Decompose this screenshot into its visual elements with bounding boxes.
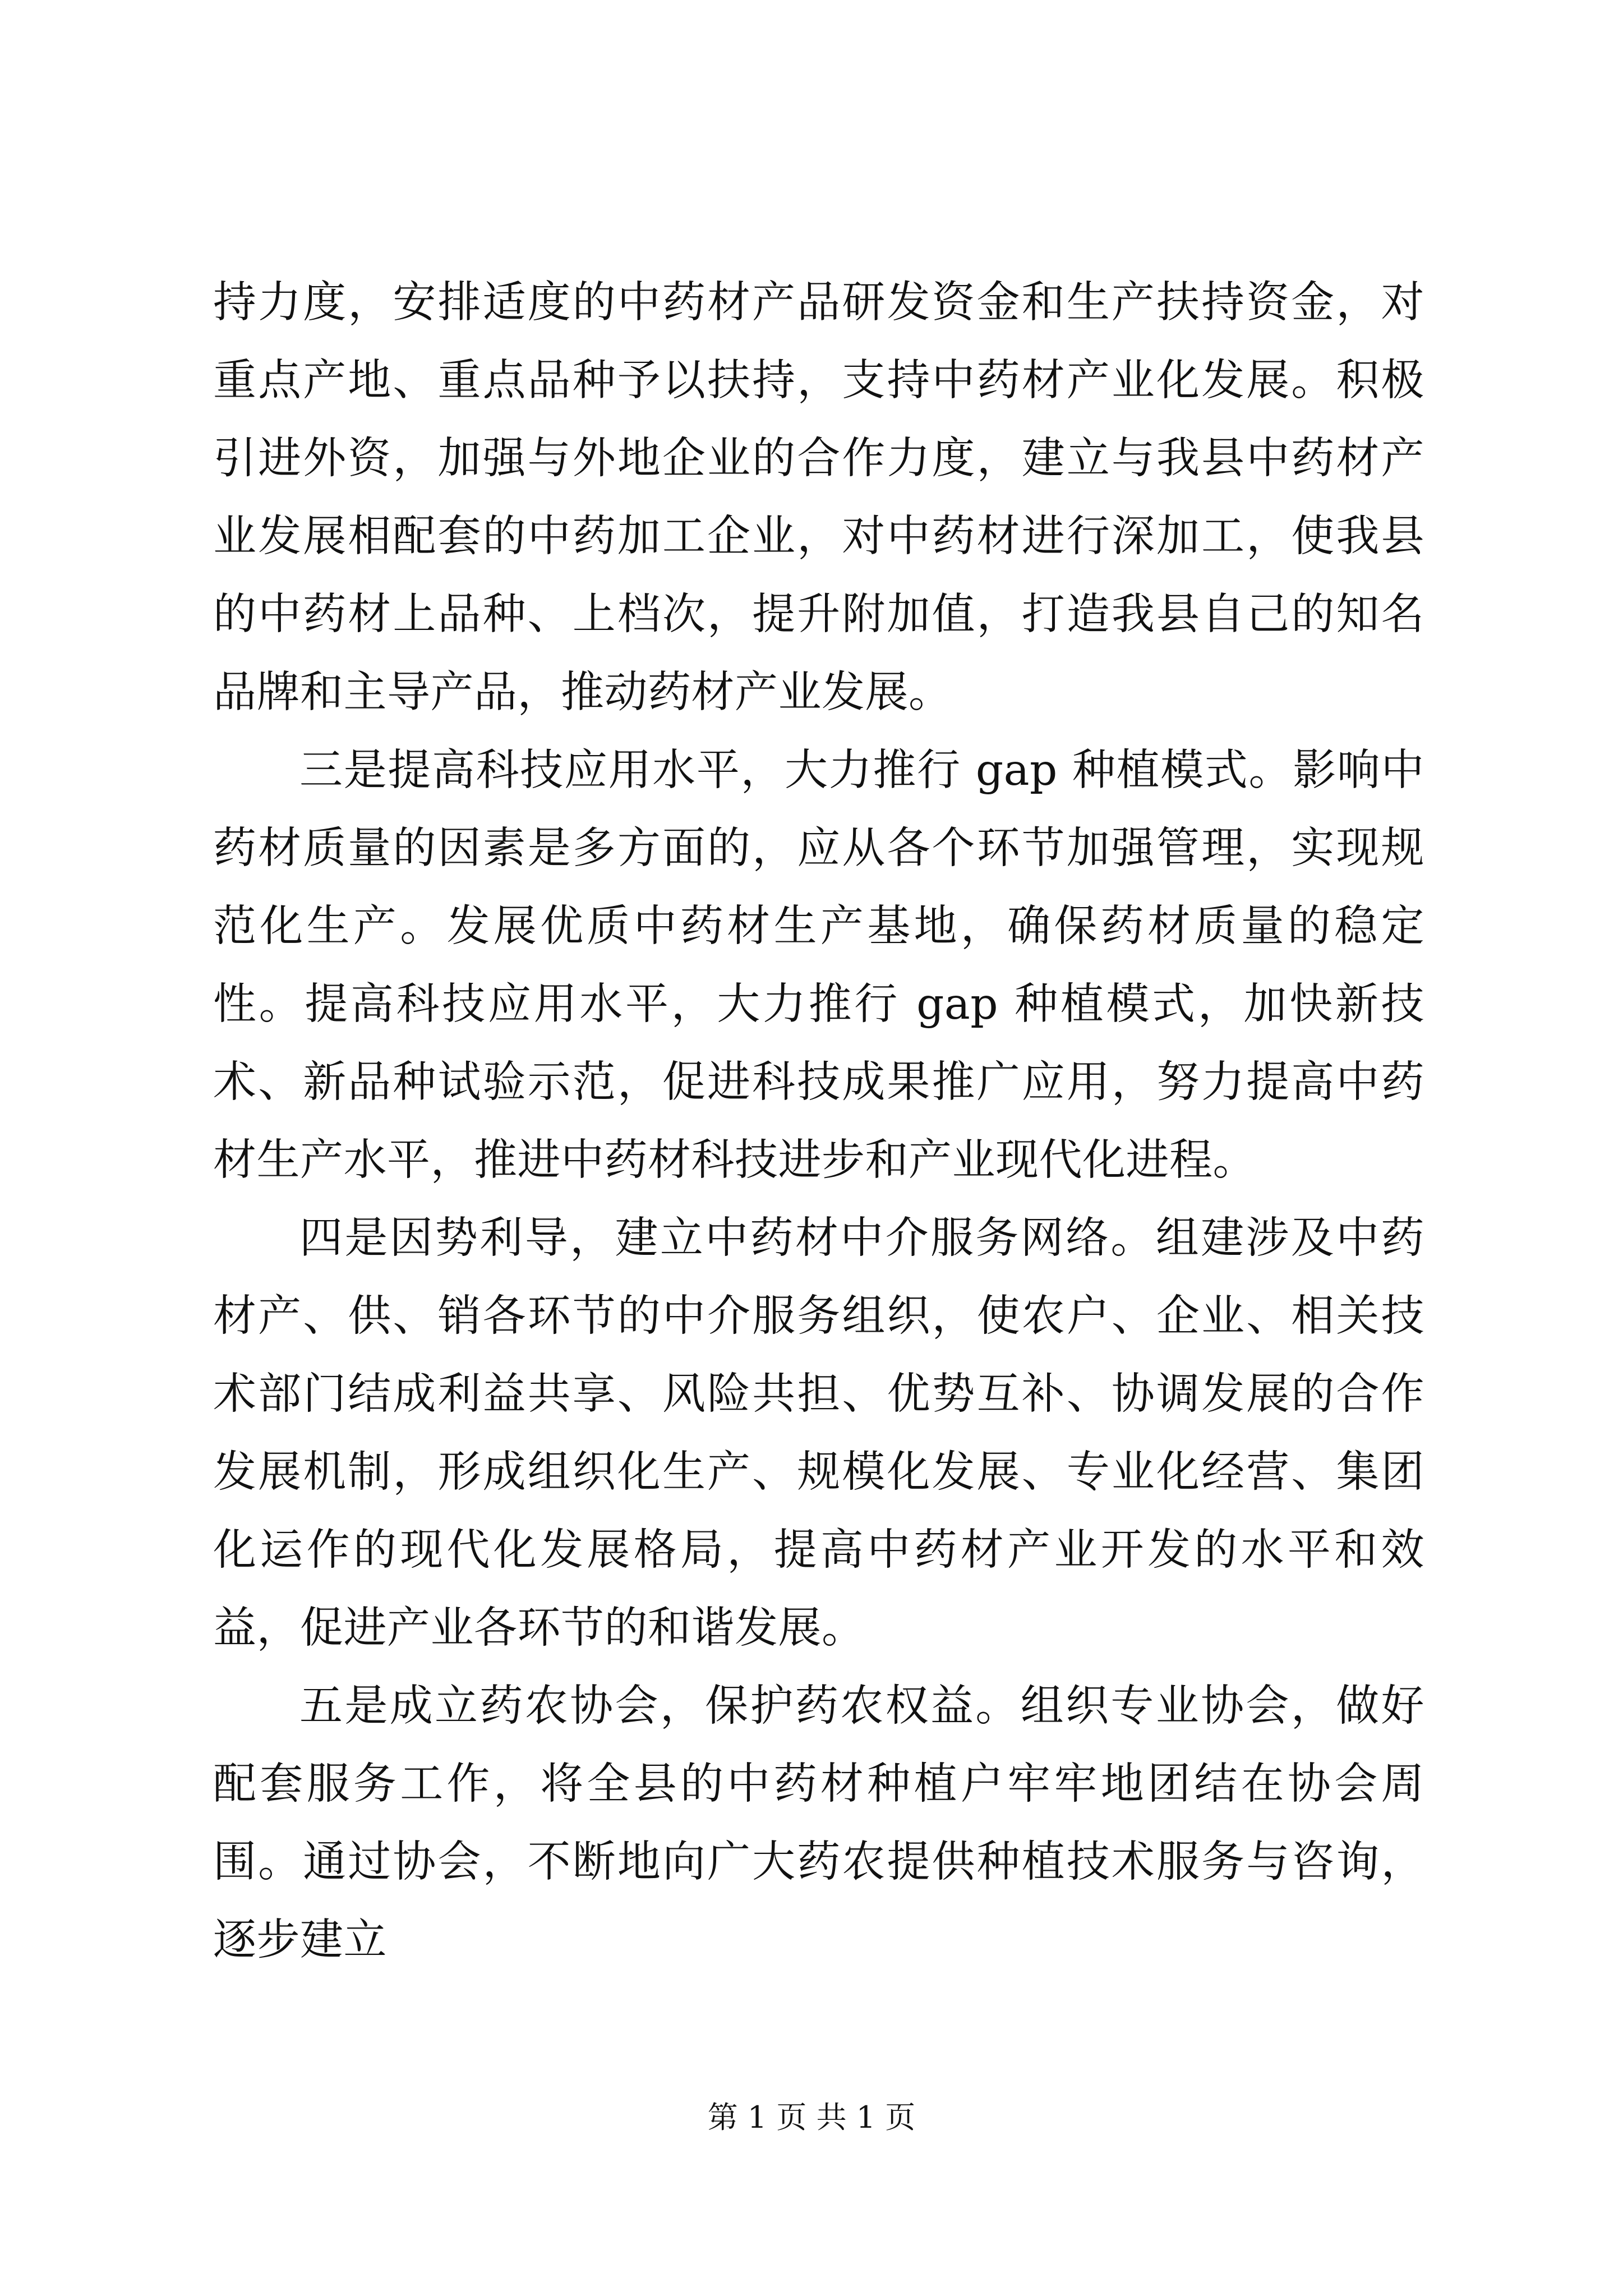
page-footer: 第 1 页 共 1 页 xyxy=(707,2100,916,2135)
paragraph-continuation: 持力度，安排适度的中药材产品研发资金和生产扶持资金，对重点产地、重点品种予以扶持，支持中药材产业化发展。积极引进外资，加强与外地企业的合作力度，建立与我县中药材产业发展相配套的中药加工企业，对中药材进行深加工，使我县的中药材上品种、上档次，提升附加值，打造我县自己的知名品牌和主导产品，推动药材产业发展。 xyxy=(213,278,1424,717)
paragraph-point-four: 四是因势利导，建立中药材中介服务网络。组建涉及中药材产、供、销各环节的中介服务组织，使农户、企业、相关技术部门结成利益共享、风险共担、优势互补、协调发展的合作发展机制，形成组织化生产、规模化发展、专业化经营、集团化运作的现代化发展格局，提高中药材产业开发的水平和效益，促进产业各环节的和谐发展。 xyxy=(213,1213,1424,1653)
paragraph-point-five: 五是成立药农协会，保护药农权益。组织专业协会，做好配套服务工作，将全县的中药材种植户牢牢地团结在协会周围。通过协会，不断地向广大药农提供种植技术服务与咨询，逐步建立 xyxy=(213,1681,1424,1965)
document-body xyxy=(213,264,1424,1979)
paragraph-point-three: 三是提高科技应用水平，大力推行 gap 种植模式。影响中药材质量的因素是多方面的，应从各个环节加强管理，实现规范化生产。发展优质中药材生产基地，确保药材质量的稳定性。提高科技应用水平，大力推行 gap 种植模式，加快新技术、新品种试验示范，促进科技成果推广应用，努力提高中药材生产水平，推进中药材科技进步和产业现代化进程。 xyxy=(213,746,1424,1185)
